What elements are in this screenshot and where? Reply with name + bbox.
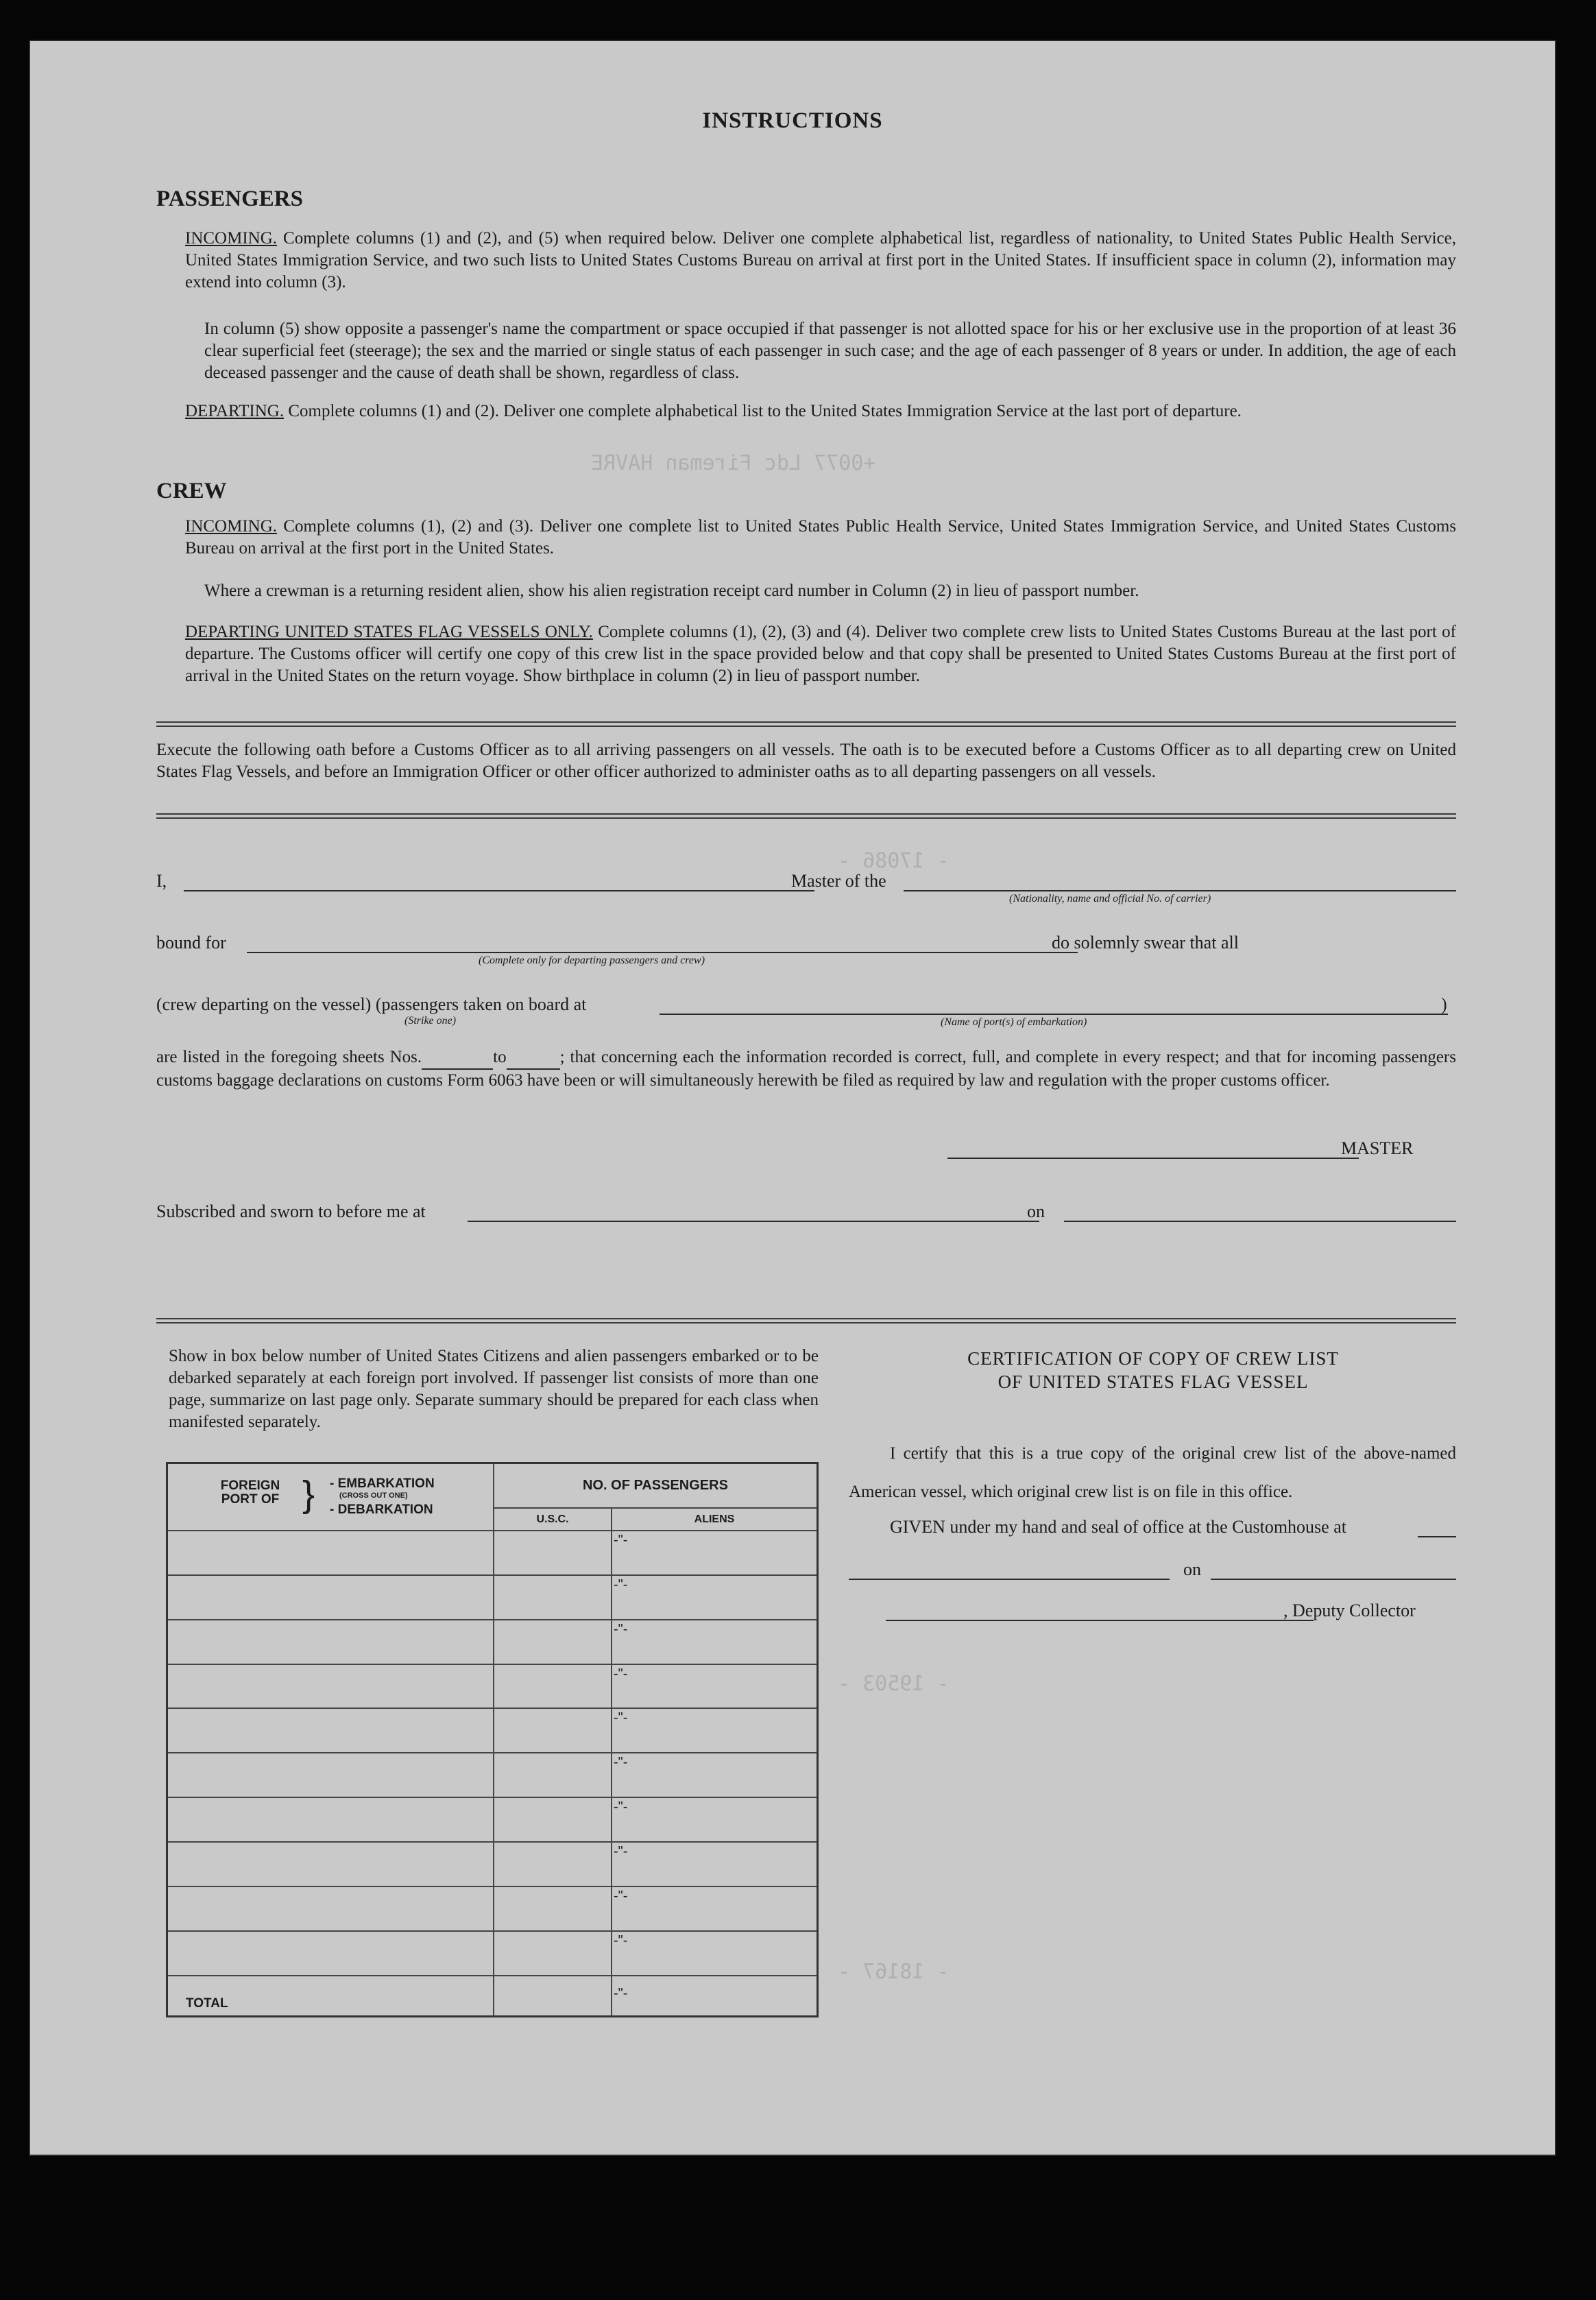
certification-title-1: CERTIFICATION OF COPY OF CREW LIST: [967, 1348, 1339, 1369]
summary-intro: Show in box below number of United States Citizens and alien passengers embarked or to be debarked separately at each foreign port involved. If passenger list consists of more than one page, summarize on last page only. Separate summary should be prepared for each class when manifested separately.: [169, 1347, 819, 1431]
crew-departing-paragraph: [185, 621, 1456, 687]
sworn-date-field[interactable]: [1064, 1221, 1456, 1222]
oath-listed-paragraph: [156, 1046, 1456, 1092]
crew-incoming-paragraph: [185, 516, 1456, 560]
certification-text: I certify that this is a true copy of the original crew list of the above-named American vessel, which original crew list is on file in this office.: [849, 1444, 1456, 1501]
crew-incoming-text: Complete columns (1), (2) and (3). Deliver one complete list to United States Public Health Service, United States Immigration Service, and United States Customs Bureau on arrival at the first port in the United States.: [185, 517, 1456, 558]
table-row: [167, 1575, 818, 1620]
bound-for-field[interactable]: [247, 952, 1078, 953]
oath-intro: Execute the following oath before a Customs Officer as to all arriving passengers on all vessels. The oath is to be executed before a Customs Officer as to all departing crew on United States Flag Vessels, and before an Immigration Officer or other officer authorized to administer oaths as to all departing passengers on all vessels.: [156, 741, 1456, 781]
table-row: [167, 1620, 818, 1664]
swear-label: do solemnly swear that all: [1052, 933, 1239, 953]
form-sheet: [29, 40, 1556, 2156]
passengers-departing-text: Complete columns (1) and (2). Deliver one complete alphabetical list to the United States Immigration Service at the last port of departure.: [284, 402, 1242, 420]
deputy-collector-field[interactable]: [886, 1620, 1314, 1621]
passengers-incoming-text: Complete columns (1) and (2), and (5) when required below. Deliver one complete alphabetical list, regardless of nationality, to United States Public Health Service, United States Immigration Service, and two such lists to United States Customs Bureau on arrival at first port in the United States. If insufficient space in column (2), information may extend into column (3).: [185, 229, 1456, 291]
certification-on-label: on: [1183, 1559, 1201, 1579]
port-header-cell: [167, 1463, 494, 1531]
brace-glyph: }: [302, 1474, 315, 1515]
ditto-mark: -"-: [614, 1710, 628, 1726]
total-usc-cell[interactable]: [494, 1976, 612, 2017]
ditto-mark: -"-: [614, 1888, 628, 1904]
table-row: [167, 1842, 818, 1886]
bound-for-label: bound for: [156, 933, 226, 953]
departing-flag-label: DEPARTING UNITED STATES FLAG VESSELS ONLY.: [185, 623, 593, 641]
ports-caption: (Name of port(s) of embarkation): [941, 1016, 1087, 1028]
sworn-place-field[interactable]: [468, 1221, 1039, 1222]
certification-title-2: OF UNITED STATES FLAG VESSEL: [998, 1371, 1309, 1392]
table-row: [167, 1708, 818, 1753]
section-divider: [156, 813, 1456, 819]
bleed-through-text: +0077 Ldc Fireman HAVRE: [591, 451, 876, 475]
embarkation-ports-field[interactable]: [660, 1014, 1448, 1015]
bleed-through-text: - 19503 -: [838, 1672, 950, 1696]
ditto-mark: -"-: [614, 1755, 628, 1771]
embarkation-label: - EMBARKATION: [330, 1476, 435, 1491]
table-row: [167, 1931, 818, 1976]
carrier-field[interactable]: [904, 890, 1456, 891]
passengers-column5-paragraph: In column (5) show opposite a passenger's name the compartment or space occupied if that passenger is not allotted space for his or her exclusive use in the proportion of at least 36 clear superficial feet (steerage); the sex and the married or single status of each passenger in such case; and the age of each passenger of 8 years or under. In addition, the age of each deceased passenger and the cause of death shall be shown, regardless of class.: [204, 320, 1456, 382]
ditto-mark: -"-: [614, 1843, 628, 1859]
table-row: [167, 1664, 818, 1709]
carrier-caption: (Nationality, name and official No. of carrier): [1009, 893, 1211, 905]
certification-date-field[interactable]: [1211, 1579, 1456, 1580]
crew-resident-paragraph: Where a crewman is a returning resident alien, show his alien registration receipt card number in Column (2) in lieu of passport number.: [204, 582, 1139, 600]
crew-heading: CREW: [156, 479, 227, 503]
sheets-to-label: to: [493, 1048, 507, 1066]
passenger-count-header: NO. OF PASSENGERS: [494, 1463, 818, 1509]
master-signature-field[interactable]: [947, 1158, 1359, 1159]
ditto-mark: -"-: [614, 1932, 628, 1948]
ditto-mark: -"-: [614, 1985, 628, 2001]
page-title: INSTRUCTIONS: [702, 108, 883, 133]
usc-header: U.S.C.: [494, 1508, 612, 1531]
section-divider: [156, 721, 1456, 727]
strike-one-caption: (Strike one): [404, 1015, 457, 1027]
foreign-port-label: FOREIGN PORT OF: [220, 1478, 280, 1507]
deputy-collector-label: , Deputy Collector: [1283, 1601, 1416, 1620]
passengers-heading: PASSENGERS: [156, 187, 303, 211]
table-row: [167, 1531, 818, 1575]
passengers-departing-paragraph: [185, 400, 1456, 422]
section-divider: [156, 1318, 1456, 1323]
close-paren: ): [1441, 994, 1447, 1014]
table-row: [167, 1797, 818, 1842]
table-row: [167, 1753, 818, 1797]
ditto-mark: -"-: [614, 1533, 628, 1548]
incoming-label: INCOMING.: [185, 229, 278, 248]
oath-listed-text: ; that concerning each the information recorded is correct, full, and complete in every respect; and that for incoming passengers customs baggage declarations on customs Form 6063 have been or will simultaneously herewith be filed as required by law and regulation with the proper customs officer.: [156, 1048, 1456, 1090]
total-row: [167, 1976, 818, 2017]
aliens-header: ALIENS: [612, 1508, 818, 1531]
ditto-mark: -"-: [614, 1666, 628, 1681]
table-row: [167, 1886, 818, 1931]
ditto-mark: -"-: [614, 1621, 628, 1637]
subscribed-label: Subscribed and sworn to before me at: [156, 1201, 426, 1221]
total-aliens-cell[interactable]: [612, 1976, 818, 2017]
customhouse-field-end[interactable]: [1418, 1536, 1456, 1537]
bleed-through-text: - 18167 -: [838, 1960, 950, 1984]
master-name-field[interactable]: [184, 890, 814, 891]
master-of-label: Master of the: [791, 871, 886, 891]
ditto-mark: -"-: [614, 1577, 628, 1592]
sheet-to-field[interactable]: [507, 1046, 560, 1070]
sheet-from-field[interactable]: [422, 1046, 493, 1070]
bleed-through-text: - 17086 -: [838, 849, 950, 873]
incoming-label: INCOMING.: [185, 517, 278, 536]
crew-departing-label: (crew departing on the vessel) (passengers taken on board at: [156, 994, 587, 1014]
cross-out-label: (CROSS OUT ONE): [339, 1492, 408, 1500]
customhouse-field[interactable]: [849, 1579, 1170, 1580]
debarkation-label: - DEBARKATION: [330, 1502, 433, 1517]
crew-departing-text: Complete columns (1), (2), (3) and (4). Deliver two complete crew lists to United States Customs Bureau at the last port of departure. The Customs officer will certify one copy of this crew list in the space provided below and that copy shall be presented to United States Customs Bureau at the first port of arrival in the United States on the return voyage. Show birthplace in column (2) in lieu of passport number.: [185, 623, 1456, 685]
master-label: MASTER: [1341, 1138, 1414, 1158]
bound-for-caption: (Complete only for departing passengers and crew): [479, 955, 705, 966]
departing-label: DEPARTING.: [185, 402, 285, 420]
passengers-incoming-paragraph: [185, 228, 1456, 294]
given-label: GIVEN under my hand and seal of office at the Customhouse at: [890, 1517, 1346, 1537]
oath-i-label: I,: [156, 871, 167, 891]
ditto-mark: -"-: [614, 1799, 628, 1815]
sheets-label: are listed in the foregoing sheets Nos.: [156, 1048, 422, 1066]
total-label: TOTAL: [167, 1976, 494, 2017]
passenger-summary-table: [166, 1462, 819, 2017]
sworn-on-label: on: [1027, 1201, 1045, 1221]
